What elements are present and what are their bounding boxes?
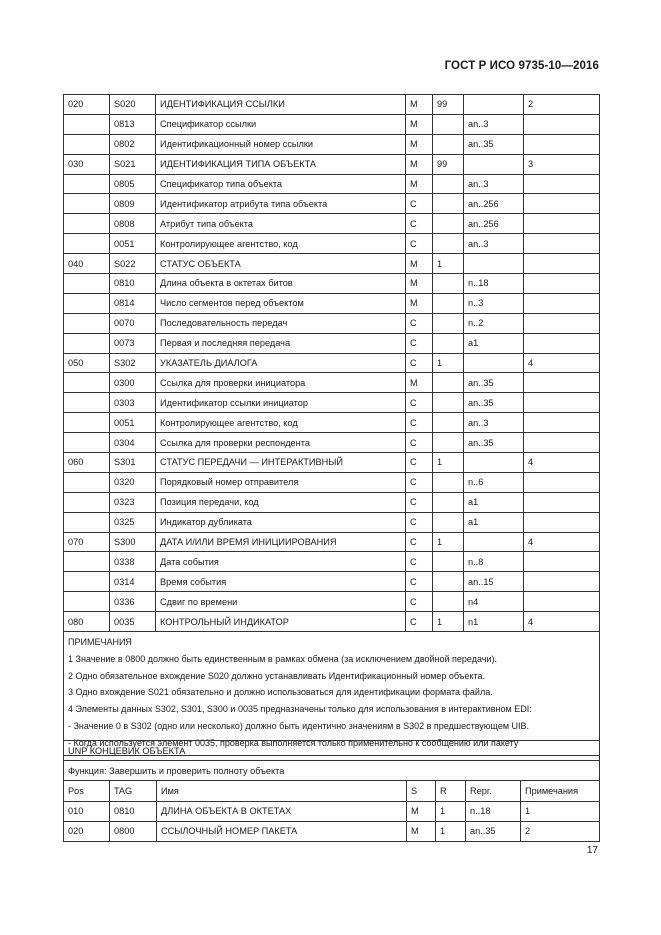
name-cell: Время события bbox=[156, 572, 406, 592]
name-cell: Ссылка для проверки инициатора bbox=[156, 373, 406, 393]
repeat-cell bbox=[433, 413, 464, 433]
repr-cell: n..8 bbox=[464, 552, 524, 572]
note-cell bbox=[524, 592, 600, 612]
pos-cell bbox=[64, 492, 110, 512]
table-row bbox=[64, 353, 600, 373]
status-cell: C bbox=[406, 433, 433, 453]
name-cell: ССЫЛОЧНЫЙ НОМЕР ПАКЕТА bbox=[157, 821, 407, 841]
note-cell bbox=[524, 234, 600, 254]
pos-cell bbox=[64, 194, 110, 214]
pos-cell bbox=[64, 373, 110, 393]
repr-cell: an..35 bbox=[464, 433, 524, 453]
pos-cell bbox=[64, 472, 110, 492]
repr-cell bbox=[464, 532, 524, 552]
repeat-cell bbox=[433, 234, 464, 254]
unp-header-row bbox=[64, 781, 600, 801]
pos-cell bbox=[64, 313, 110, 333]
pos-cell: 070 bbox=[64, 532, 110, 552]
status-cell: M bbox=[406, 95, 433, 115]
status-cell: C bbox=[406, 393, 433, 413]
status-cell: C bbox=[406, 512, 433, 532]
repr-cell: a1 bbox=[464, 492, 524, 512]
column-header: R bbox=[436, 781, 466, 801]
notes-block bbox=[64, 632, 600, 756]
pos-cell: 020 bbox=[64, 821, 110, 841]
table-row bbox=[64, 512, 600, 532]
name-cell: Спецификатор ссылки bbox=[156, 114, 406, 134]
table-row bbox=[64, 592, 600, 612]
tag-cell: 0800 bbox=[110, 821, 157, 841]
note-cell bbox=[524, 214, 600, 234]
note-cell bbox=[524, 572, 600, 592]
pos-cell: 020 bbox=[64, 95, 110, 115]
status-cell: M bbox=[406, 254, 433, 274]
tag-cell: S301 bbox=[110, 453, 156, 473]
name-cell: КОНТРОЛЬНЫЙ ИНДИКАТОР bbox=[156, 612, 406, 632]
tag-cell: 0338 bbox=[110, 552, 156, 572]
status-cell: C bbox=[406, 234, 433, 254]
note-cell bbox=[524, 492, 600, 512]
status-cell: M bbox=[406, 174, 433, 194]
pos-cell bbox=[64, 134, 110, 154]
name-cell: УКАЗАТЕЛЬ ДИАЛОГА bbox=[156, 353, 406, 373]
table-row bbox=[64, 254, 600, 274]
unp-function: Функция: Завершить и проверить полноту объекта bbox=[64, 761, 600, 781]
tag-cell: 0810 bbox=[110, 274, 156, 294]
repeat-cell bbox=[433, 592, 464, 612]
pos-cell: 030 bbox=[64, 154, 110, 174]
repeat-cell: 1 bbox=[433, 353, 464, 373]
page-number: 17 bbox=[586, 845, 598, 856]
table-row bbox=[64, 433, 600, 453]
note-cell: 4 bbox=[524, 453, 600, 473]
status-cell: C bbox=[406, 532, 433, 552]
tag-cell: S302 bbox=[110, 353, 156, 373]
repr-cell: an..35 bbox=[464, 134, 524, 154]
note-cell bbox=[524, 413, 600, 433]
standard-designation: ГОСТ Р ИСО 9735-10—2016 bbox=[444, 60, 599, 72]
pos-cell bbox=[64, 592, 110, 612]
note-cell: 2 bbox=[524, 95, 600, 115]
repr-cell bbox=[464, 254, 524, 274]
repr-cell: n..2 bbox=[464, 313, 524, 333]
unp-title: UNP КОНЦЕВИК ОБЪЕКТА bbox=[64, 741, 600, 761]
tag-cell: 0809 bbox=[110, 194, 156, 214]
status-cell: M bbox=[406, 154, 433, 174]
status-cell: C bbox=[406, 214, 433, 234]
repeat-cell: 1 bbox=[433, 612, 464, 632]
name-cell: ИДЕНТИФИКАЦИЯ ТИПА ОБЪЕКТА bbox=[156, 154, 406, 174]
pos-cell: 050 bbox=[64, 353, 110, 373]
repr-cell: n..18 bbox=[466, 801, 521, 821]
tag-cell: 0325 bbox=[110, 512, 156, 532]
name-cell: ИДЕНТИФИКАЦИЯ ССЫЛКИ bbox=[156, 95, 406, 115]
note-cell: 4 bbox=[524, 353, 600, 373]
repeat-cell: 1 bbox=[433, 254, 464, 274]
repr-cell: a1 bbox=[464, 512, 524, 532]
name-cell: Идентификационный номер ссылки bbox=[156, 134, 406, 154]
table-row bbox=[64, 234, 600, 254]
note-item: 3 Одно вхождение S021 обязательно и должно использоваться для идентификации формата файла. bbox=[68, 687, 493, 698]
tag-cell: 0336 bbox=[110, 592, 156, 612]
tag-cell: 0808 bbox=[110, 214, 156, 234]
repeat-cell bbox=[433, 174, 464, 194]
tag-cell: S300 bbox=[110, 532, 156, 552]
name-cell: ДЛИНА ОБЪЕКТА В ОКТЕТАХ bbox=[157, 801, 407, 821]
repr-cell: an..35 bbox=[464, 393, 524, 413]
repr-cell: an..3 bbox=[464, 174, 524, 194]
repr-cell: a1 bbox=[464, 333, 524, 353]
status-cell: C bbox=[406, 413, 433, 433]
status-cell: M bbox=[406, 274, 433, 294]
repr-cell: n1 bbox=[464, 612, 524, 632]
repeat-cell bbox=[433, 373, 464, 393]
status-cell: C bbox=[406, 333, 433, 353]
note-cell bbox=[524, 552, 600, 572]
pos-cell bbox=[64, 114, 110, 134]
tag-cell: 0300 bbox=[110, 373, 156, 393]
note-cell bbox=[524, 373, 600, 393]
name-cell: Атрибут типа объекта bbox=[156, 214, 406, 234]
table-row bbox=[64, 333, 600, 353]
note-cell bbox=[524, 114, 600, 134]
repr-cell: an..256 bbox=[464, 194, 524, 214]
table-row bbox=[64, 373, 600, 393]
repr-cell: n..3 bbox=[464, 293, 524, 313]
note-cell: 4 bbox=[524, 612, 600, 632]
tag-cell: 0810 bbox=[110, 801, 157, 821]
note-cell bbox=[524, 134, 600, 154]
status-cell: C bbox=[406, 472, 433, 492]
table-row bbox=[64, 393, 600, 413]
name-cell: СТАТУС ПЕРЕДАЧИ — ИНТЕРАКТИВНЫЙ bbox=[156, 453, 406, 473]
note-cell bbox=[524, 313, 600, 333]
status-cell: C bbox=[406, 592, 433, 612]
note-cell bbox=[524, 174, 600, 194]
repeat-cell bbox=[433, 433, 464, 453]
repeat-cell bbox=[433, 194, 464, 214]
status-cell: M bbox=[407, 801, 436, 821]
note-cell: 2 bbox=[521, 821, 600, 841]
repeat-cell bbox=[433, 313, 464, 333]
repr-cell bbox=[464, 353, 524, 373]
name-cell: Индикатор дубликата bbox=[156, 512, 406, 532]
pos-cell bbox=[64, 413, 110, 433]
unp-segment-table bbox=[63, 740, 600, 842]
status-cell: M bbox=[407, 821, 436, 841]
name-cell: Последовательность передач bbox=[156, 313, 406, 333]
note-cell bbox=[524, 393, 600, 413]
note-cell bbox=[524, 293, 600, 313]
name-cell: Контролирующее агентство, код bbox=[156, 413, 406, 433]
repr-cell bbox=[464, 453, 524, 473]
status-cell: C bbox=[406, 492, 433, 512]
table-row bbox=[64, 453, 600, 473]
name-cell: Идентификатор атрибута типа объекта bbox=[156, 194, 406, 214]
column-header: Примечания bbox=[521, 781, 600, 801]
repeat-cell bbox=[433, 472, 464, 492]
pos-cell bbox=[64, 293, 110, 313]
name-cell: Первая и последняя передача bbox=[156, 333, 406, 353]
tag-cell: 0802 bbox=[110, 134, 156, 154]
repr-cell: an..3 bbox=[464, 234, 524, 254]
note-item: 4 Элементы данных S302, S301, S300 и 0035 предназначены только для использования в интерактивном EDI: bbox=[68, 704, 532, 715]
pos-cell bbox=[64, 552, 110, 572]
table-row bbox=[64, 114, 600, 134]
table-row bbox=[64, 194, 600, 214]
status-cell: M bbox=[406, 114, 433, 134]
tag-cell: 0814 bbox=[110, 293, 156, 313]
name-cell: Идентификатор ссылки инициатор bbox=[156, 393, 406, 413]
table-row bbox=[64, 313, 600, 333]
note-cell: 3 bbox=[524, 154, 600, 174]
status-cell: C bbox=[406, 194, 433, 214]
name-cell: Ссылка для проверки респондента bbox=[156, 433, 406, 453]
note-cell bbox=[524, 512, 600, 532]
status-cell: M bbox=[406, 134, 433, 154]
pos-cell: 080 bbox=[64, 612, 110, 632]
repeat-cell bbox=[433, 572, 464, 592]
repr-cell: an..15 bbox=[464, 572, 524, 592]
table-row bbox=[64, 552, 600, 572]
repeat-cell: 99 bbox=[433, 95, 464, 115]
name-cell: Контролирующее агентство, код bbox=[156, 234, 406, 254]
column-header: S bbox=[407, 781, 436, 801]
table-row bbox=[64, 293, 600, 313]
table-row bbox=[64, 154, 600, 174]
table-row bbox=[64, 572, 600, 592]
table-row bbox=[64, 174, 600, 194]
pos-cell bbox=[64, 512, 110, 532]
status-cell: C bbox=[406, 453, 433, 473]
pos-cell bbox=[64, 214, 110, 234]
tag-cell: 0813 bbox=[110, 114, 156, 134]
note-item: 2 Одно обязательное вхождение S020 должно устанавливать Идентификационный номер объекта. bbox=[68, 670, 485, 681]
table-row bbox=[64, 472, 600, 492]
repeat-cell bbox=[433, 512, 464, 532]
pos-cell: 010 bbox=[64, 801, 110, 821]
repeat-cell bbox=[433, 134, 464, 154]
name-cell: Спецификатор типа объекта bbox=[156, 174, 406, 194]
tag-cell: S021 bbox=[110, 154, 156, 174]
note-item: 1 Значение в 0800 должно быть единственным в рамках обмена (за исключением двойной передачи). bbox=[68, 653, 497, 664]
column-header: TAG bbox=[110, 781, 157, 801]
repeat-cell: 1 bbox=[433, 532, 464, 552]
repeat-cell: 1 bbox=[436, 821, 466, 841]
repeat-cell bbox=[433, 492, 464, 512]
repr-cell: n4 bbox=[464, 592, 524, 612]
column-header: Имя bbox=[157, 781, 407, 801]
tag-cell: 0070 bbox=[110, 313, 156, 333]
repr-cell bbox=[464, 95, 524, 115]
status-cell: C bbox=[406, 552, 433, 572]
name-cell: Сдвиг по времени bbox=[156, 592, 406, 612]
repr-cell: an..35 bbox=[466, 821, 521, 841]
table-row bbox=[64, 492, 600, 512]
tag-cell: 0051 bbox=[110, 413, 156, 433]
pos-cell: 040 bbox=[64, 254, 110, 274]
status-cell: C bbox=[406, 353, 433, 373]
table-row bbox=[64, 274, 600, 294]
status-cell: C bbox=[406, 313, 433, 333]
status-cell: M bbox=[406, 373, 433, 393]
tag-cell: 0051 bbox=[110, 234, 156, 254]
name-cell: Дата события bbox=[156, 552, 406, 572]
table-row bbox=[64, 134, 600, 154]
repr-cell: an..3 bbox=[464, 413, 524, 433]
name-cell: СТАТУС ОБЪЕКТА bbox=[156, 254, 406, 274]
column-header: Pos bbox=[64, 781, 110, 801]
name-cell: Позиция передачи, код bbox=[156, 492, 406, 512]
repeat-cell bbox=[433, 293, 464, 313]
name-cell: Длина объекта в октетах битов bbox=[156, 274, 406, 294]
repeat-cell: 99 bbox=[433, 154, 464, 174]
repr-cell: n..6 bbox=[464, 472, 524, 492]
tag-cell: 0303 bbox=[110, 393, 156, 413]
table-row bbox=[64, 214, 600, 234]
tag-cell: 0320 bbox=[110, 472, 156, 492]
note-cell bbox=[524, 472, 600, 492]
tag-cell: 0035 bbox=[110, 612, 156, 632]
table-row bbox=[64, 95, 600, 115]
repr-cell: an..256 bbox=[464, 214, 524, 234]
tag-cell: 0073 bbox=[110, 333, 156, 353]
repeat-cell bbox=[433, 393, 464, 413]
note-cell bbox=[524, 333, 600, 353]
note-cell bbox=[524, 254, 600, 274]
pos-cell bbox=[64, 393, 110, 413]
pos-cell bbox=[64, 234, 110, 254]
repeat-cell: 1 bbox=[436, 801, 466, 821]
repeat-cell bbox=[433, 552, 464, 572]
note-item: - Когда используется элемент 0035, проверка выполняется только применительно к сообщению или пакету bbox=[68, 737, 519, 748]
table-row bbox=[64, 612, 600, 632]
note-cell bbox=[524, 433, 600, 453]
pos-cell bbox=[64, 433, 110, 453]
name-cell: Число сегментов перед объектом bbox=[156, 293, 406, 313]
table-row bbox=[64, 801, 600, 821]
table-row bbox=[64, 413, 600, 433]
pos-cell bbox=[64, 174, 110, 194]
repr-cell bbox=[464, 154, 524, 174]
note-item: - Значение 0 в S302 (одно или несколько) должно быть идентично значениям в S302 в предшествующем UIB. bbox=[68, 721, 530, 732]
table-row bbox=[64, 532, 600, 552]
tag-cell: 0304 bbox=[110, 433, 156, 453]
name-cell: ДАТА И/ИЛИ ВРЕМЯ ИНИЦИИРОВАНИЯ bbox=[156, 532, 406, 552]
note-cell bbox=[524, 274, 600, 294]
table-row bbox=[64, 821, 600, 841]
note-cell bbox=[524, 194, 600, 214]
status-cell: M bbox=[406, 293, 433, 313]
repeat-cell bbox=[433, 333, 464, 353]
repr-cell: an..35 bbox=[464, 373, 524, 393]
repr-cell: n..18 bbox=[464, 274, 524, 294]
repeat-cell bbox=[433, 214, 464, 234]
status-cell: C bbox=[406, 572, 433, 592]
repeat-cell: 1 bbox=[433, 453, 464, 473]
note-cell: 4 bbox=[524, 532, 600, 552]
pos-cell: 060 bbox=[64, 453, 110, 473]
repeat-cell bbox=[433, 274, 464, 294]
repeat-cell bbox=[433, 114, 464, 134]
notes-title: ПРИМЕЧАНИЯ bbox=[68, 637, 132, 648]
tag-cell: 0323 bbox=[110, 492, 156, 512]
tag-cell: S020 bbox=[110, 95, 156, 115]
status-cell: C bbox=[406, 612, 433, 632]
name-cell: Порядковый номер отправителя bbox=[156, 472, 406, 492]
pos-cell bbox=[64, 333, 110, 353]
repr-cell: an..3 bbox=[464, 114, 524, 134]
note-cell: 1 bbox=[521, 801, 600, 821]
tag-cell: 0805 bbox=[110, 174, 156, 194]
tag-cell: 0314 bbox=[110, 572, 156, 592]
column-header: Repr. bbox=[466, 781, 521, 801]
segment-structure-table bbox=[63, 94, 600, 756]
pos-cell bbox=[64, 274, 110, 294]
tag-cell: S022 bbox=[110, 254, 156, 274]
pos-cell bbox=[64, 572, 110, 592]
